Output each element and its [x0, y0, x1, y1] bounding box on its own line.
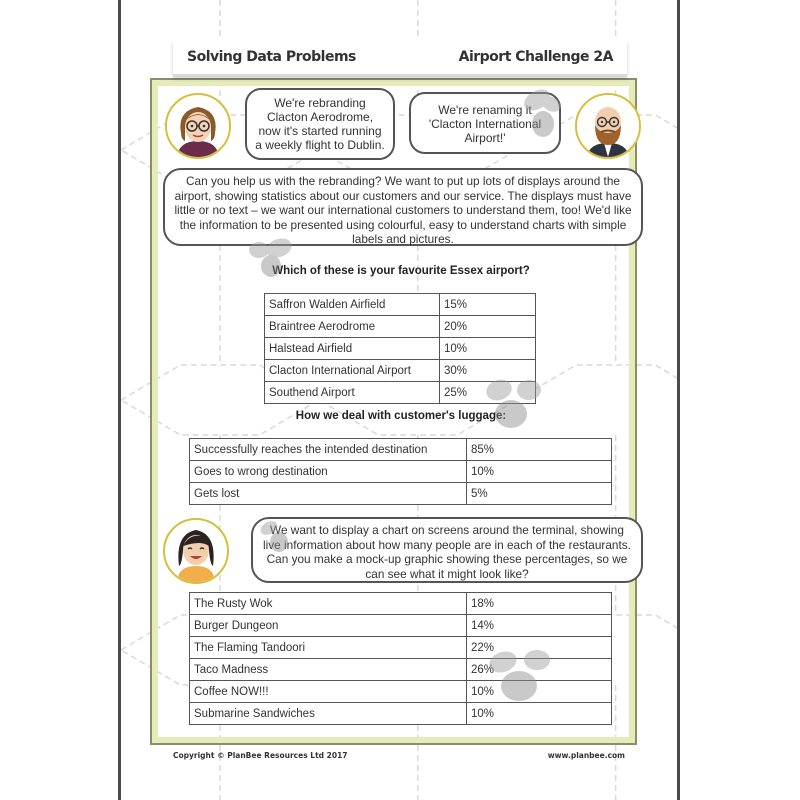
- airport-row-label: Clacton International Airport: [265, 360, 440, 382]
- airport-row: [265, 294, 536, 316]
- airport-row: [265, 316, 536, 338]
- luggage-row-label: Goes to wrong destination: [190, 461, 467, 483]
- luggage-row-label: Successfully reaches the intended destination: [190, 439, 467, 461]
- bee-icon: [517, 86, 567, 142]
- avatar-woman-glasses: [165, 93, 231, 159]
- worksheet-title: Solving Data Problems: [187, 49, 356, 65]
- restaurant-row-percent: 18%: [467, 593, 612, 615]
- restaurant-row-label: Coffee NOW!!!: [190, 681, 467, 703]
- bee-icon: [481, 644, 557, 708]
- airport-row-percent: 20%: [440, 316, 536, 338]
- challenge-title: Airport Challenge 2A: [458, 49, 613, 65]
- luggage-question-title: How we deal with customer's luggage:: [295, 410, 507, 422]
- luggage-table: [189, 438, 612, 505]
- header-bar: [173, 40, 627, 76]
- restaurant-row: [190, 593, 612, 615]
- airport-question-title: Which of these is your favourite Essex airport?: [272, 265, 530, 277]
- avatar-smiling-woman: [163, 518, 229, 584]
- airport-row-percent: 10%: [440, 338, 536, 360]
- bubble-renaming-text: We're renaming it 'Clacton International Airport!': [428, 103, 542, 145]
- speech-bubble-intro: [163, 168, 643, 246]
- restaurant-row-percent: 10%: [467, 681, 612, 703]
- airport-row-label: Saffron Walden Airfield: [265, 294, 440, 316]
- luggage-row-percent: 5%: [467, 483, 612, 505]
- woman-glasses-icon: [167, 95, 229, 157]
- airport-row-label: Braintree Aerodrome: [265, 316, 440, 338]
- luggage-row: [190, 483, 612, 505]
- restaurant-row: [190, 615, 612, 637]
- bee-icon: [245, 234, 297, 280]
- airport-row-percent: 15%: [440, 294, 536, 316]
- luggage-row-label: Gets lost: [190, 483, 467, 505]
- bee-icon: [477, 374, 547, 434]
- luggage-row-percent: 85%: [467, 439, 612, 461]
- copyright-text: Copyright © PlanBee Resources Ltd 2017: [173, 751, 348, 760]
- bubble-intro-text: Can you help us with the rebranding? We want to put up lots of displays around the airport, showing statistics about our customers and our service. The displays must have little or no text – we want our international customers to understand them, too! We'd like the information to be presented using colourful, easy to understand charts with simple labels and pictures.: [174, 174, 632, 246]
- airport-row: [265, 338, 536, 360]
- luggage-row-percent: 10%: [467, 461, 612, 483]
- bee-icon: [257, 516, 297, 556]
- restaurant-row-label: Submarine Sandwiches: [190, 703, 467, 725]
- restaurant-row-percent: 14%: [467, 615, 612, 637]
- luggage-row: [190, 461, 612, 483]
- bubble-restaurants-text: We want to display a chart on screens around the terminal, showing live information about how many people are in each of the restaurants. Can you make a mock-up graphic showing these percentages, so we can see what it might look like?: [263, 523, 631, 581]
- speech-bubble-restaurants: [251, 517, 643, 583]
- airport-row-label: Halstead Airfield: [265, 338, 440, 360]
- restaurant-row-label: Burger Dungeon: [190, 615, 467, 637]
- avatar-bearded-man: [575, 93, 641, 159]
- worksheet-page: [118, 0, 680, 800]
- restaurant-row-percent: 26%: [467, 659, 612, 681]
- website-link[interactable]: www.planbee.com: [547, 751, 625, 760]
- luggage-row: [190, 439, 612, 461]
- airport-row-percent: 30%: [440, 360, 536, 382]
- speech-bubble-rebranding: [245, 88, 395, 160]
- restaurant-row-label: The Flaming Tandoori: [190, 637, 467, 659]
- restaurant-row-label: Taco Madness: [190, 659, 467, 681]
- smiling-woman-icon: [165, 520, 227, 582]
- restaurant-row-label: The Rusty Wok: [190, 593, 467, 615]
- bubble-rebranding-text: We're rebranding Clacton Aerodrome, now it's started running a weekly flight to Dublin.: [255, 96, 385, 152]
- restaurant-row-percent: 22%: [467, 637, 612, 659]
- airport-row-label: Southend Airport: [265, 382, 440, 404]
- airport-row-percent: 25%: [440, 382, 536, 404]
- restaurant-row-percent: 10%: [467, 703, 612, 725]
- bearded-man-icon: [577, 95, 639, 157]
